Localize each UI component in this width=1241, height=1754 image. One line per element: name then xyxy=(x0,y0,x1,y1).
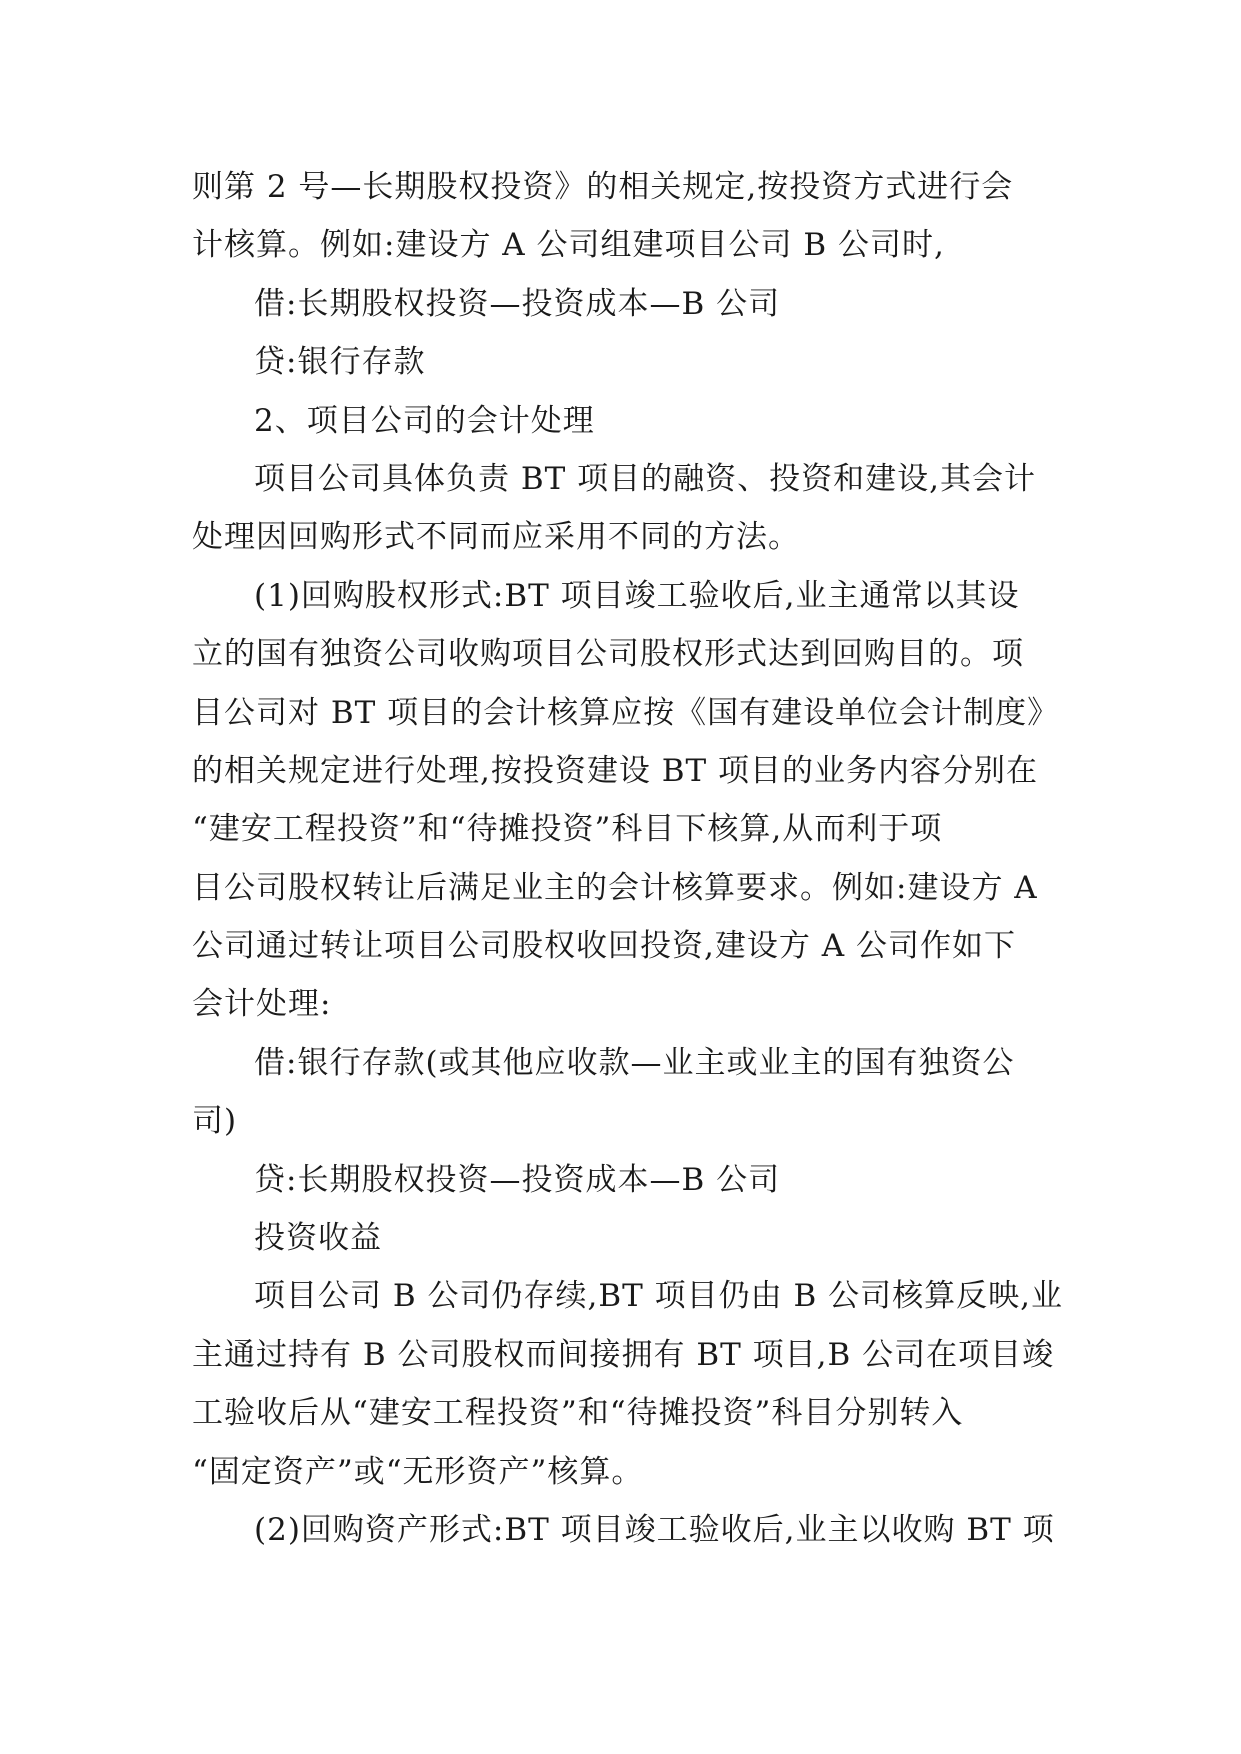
text-line: 公司通过转让项目公司股权收回投资,建设方 A 公司作如下 xyxy=(192,928,1016,965)
section-heading: 2、项目公司的会计处理 xyxy=(254,402,595,439)
text-line: 目公司对 BT 项目的会计核算应按《国有建设单位会计制度》 xyxy=(192,694,1060,731)
text-line: 贷:长期股权投资—投资成本—B 公司 xyxy=(254,1161,781,1198)
text-line: “固定资产”或“无形资产”核算。 xyxy=(192,1453,644,1490)
text-line: 目公司股权转让后满足业主的会计核算要求。例如:建设方 A xyxy=(192,869,1038,906)
text-line: 借:银行存款(或其他应收款—业主或业主的国有独资公 xyxy=(254,1044,1015,1081)
text-line: 工验收后从“建安工程投资”和“待摊投资”科目分别转入 xyxy=(192,1395,964,1432)
text-line: 借:长期股权投资—投资成本—B 公司 xyxy=(254,285,781,322)
text-line: 计核算。例如:建设方 A 公司组建项目公司 B 公司时, xyxy=(192,227,945,264)
text-line: 司) xyxy=(192,1103,238,1140)
text-line: 会计处理: xyxy=(192,986,332,1023)
text-line: 项目公司具体负责 BT 项目的融资、投资和建设,其会计 xyxy=(254,460,1037,497)
text-line: 主通过持有 B 公司股权而间接拥有 BT 项目,B 公司在项目竣 xyxy=(192,1336,1055,1373)
text-line: (1)回购股权形式:BT 项目竣工验收后,业主通常以其设 xyxy=(254,577,1020,614)
text-line: 项目公司 B 公司仍存续,BT 项目仍由 B 公司核算反映,业 xyxy=(254,1278,1063,1315)
text-line: 立的国有独资公司收购项目公司股权形式达到回购目的。项 xyxy=(192,636,1024,673)
document-body xyxy=(192,158,1063,1559)
text-line: 则第 2 号—长期股权投资》的相关规定,按投资方式进行会 xyxy=(192,169,1014,205)
text-line: 的相关规定进行处理,按投资建设 BT 项目的业务内容分别在 xyxy=(192,752,1039,789)
text-line: 处理因回购形式不同而应采用不同的方法。 xyxy=(192,519,800,556)
text-line: (2)回购资产形式:BT 项目竣工验收后,业主以收购 BT 项 xyxy=(254,1511,1055,1548)
text-line: “建安工程投资”和“待摊投资”科目下核算,从而利于项 xyxy=(192,811,943,848)
text-line: 贷:银行存款 xyxy=(254,344,426,381)
text-line: 投资收益 xyxy=(254,1220,382,1257)
